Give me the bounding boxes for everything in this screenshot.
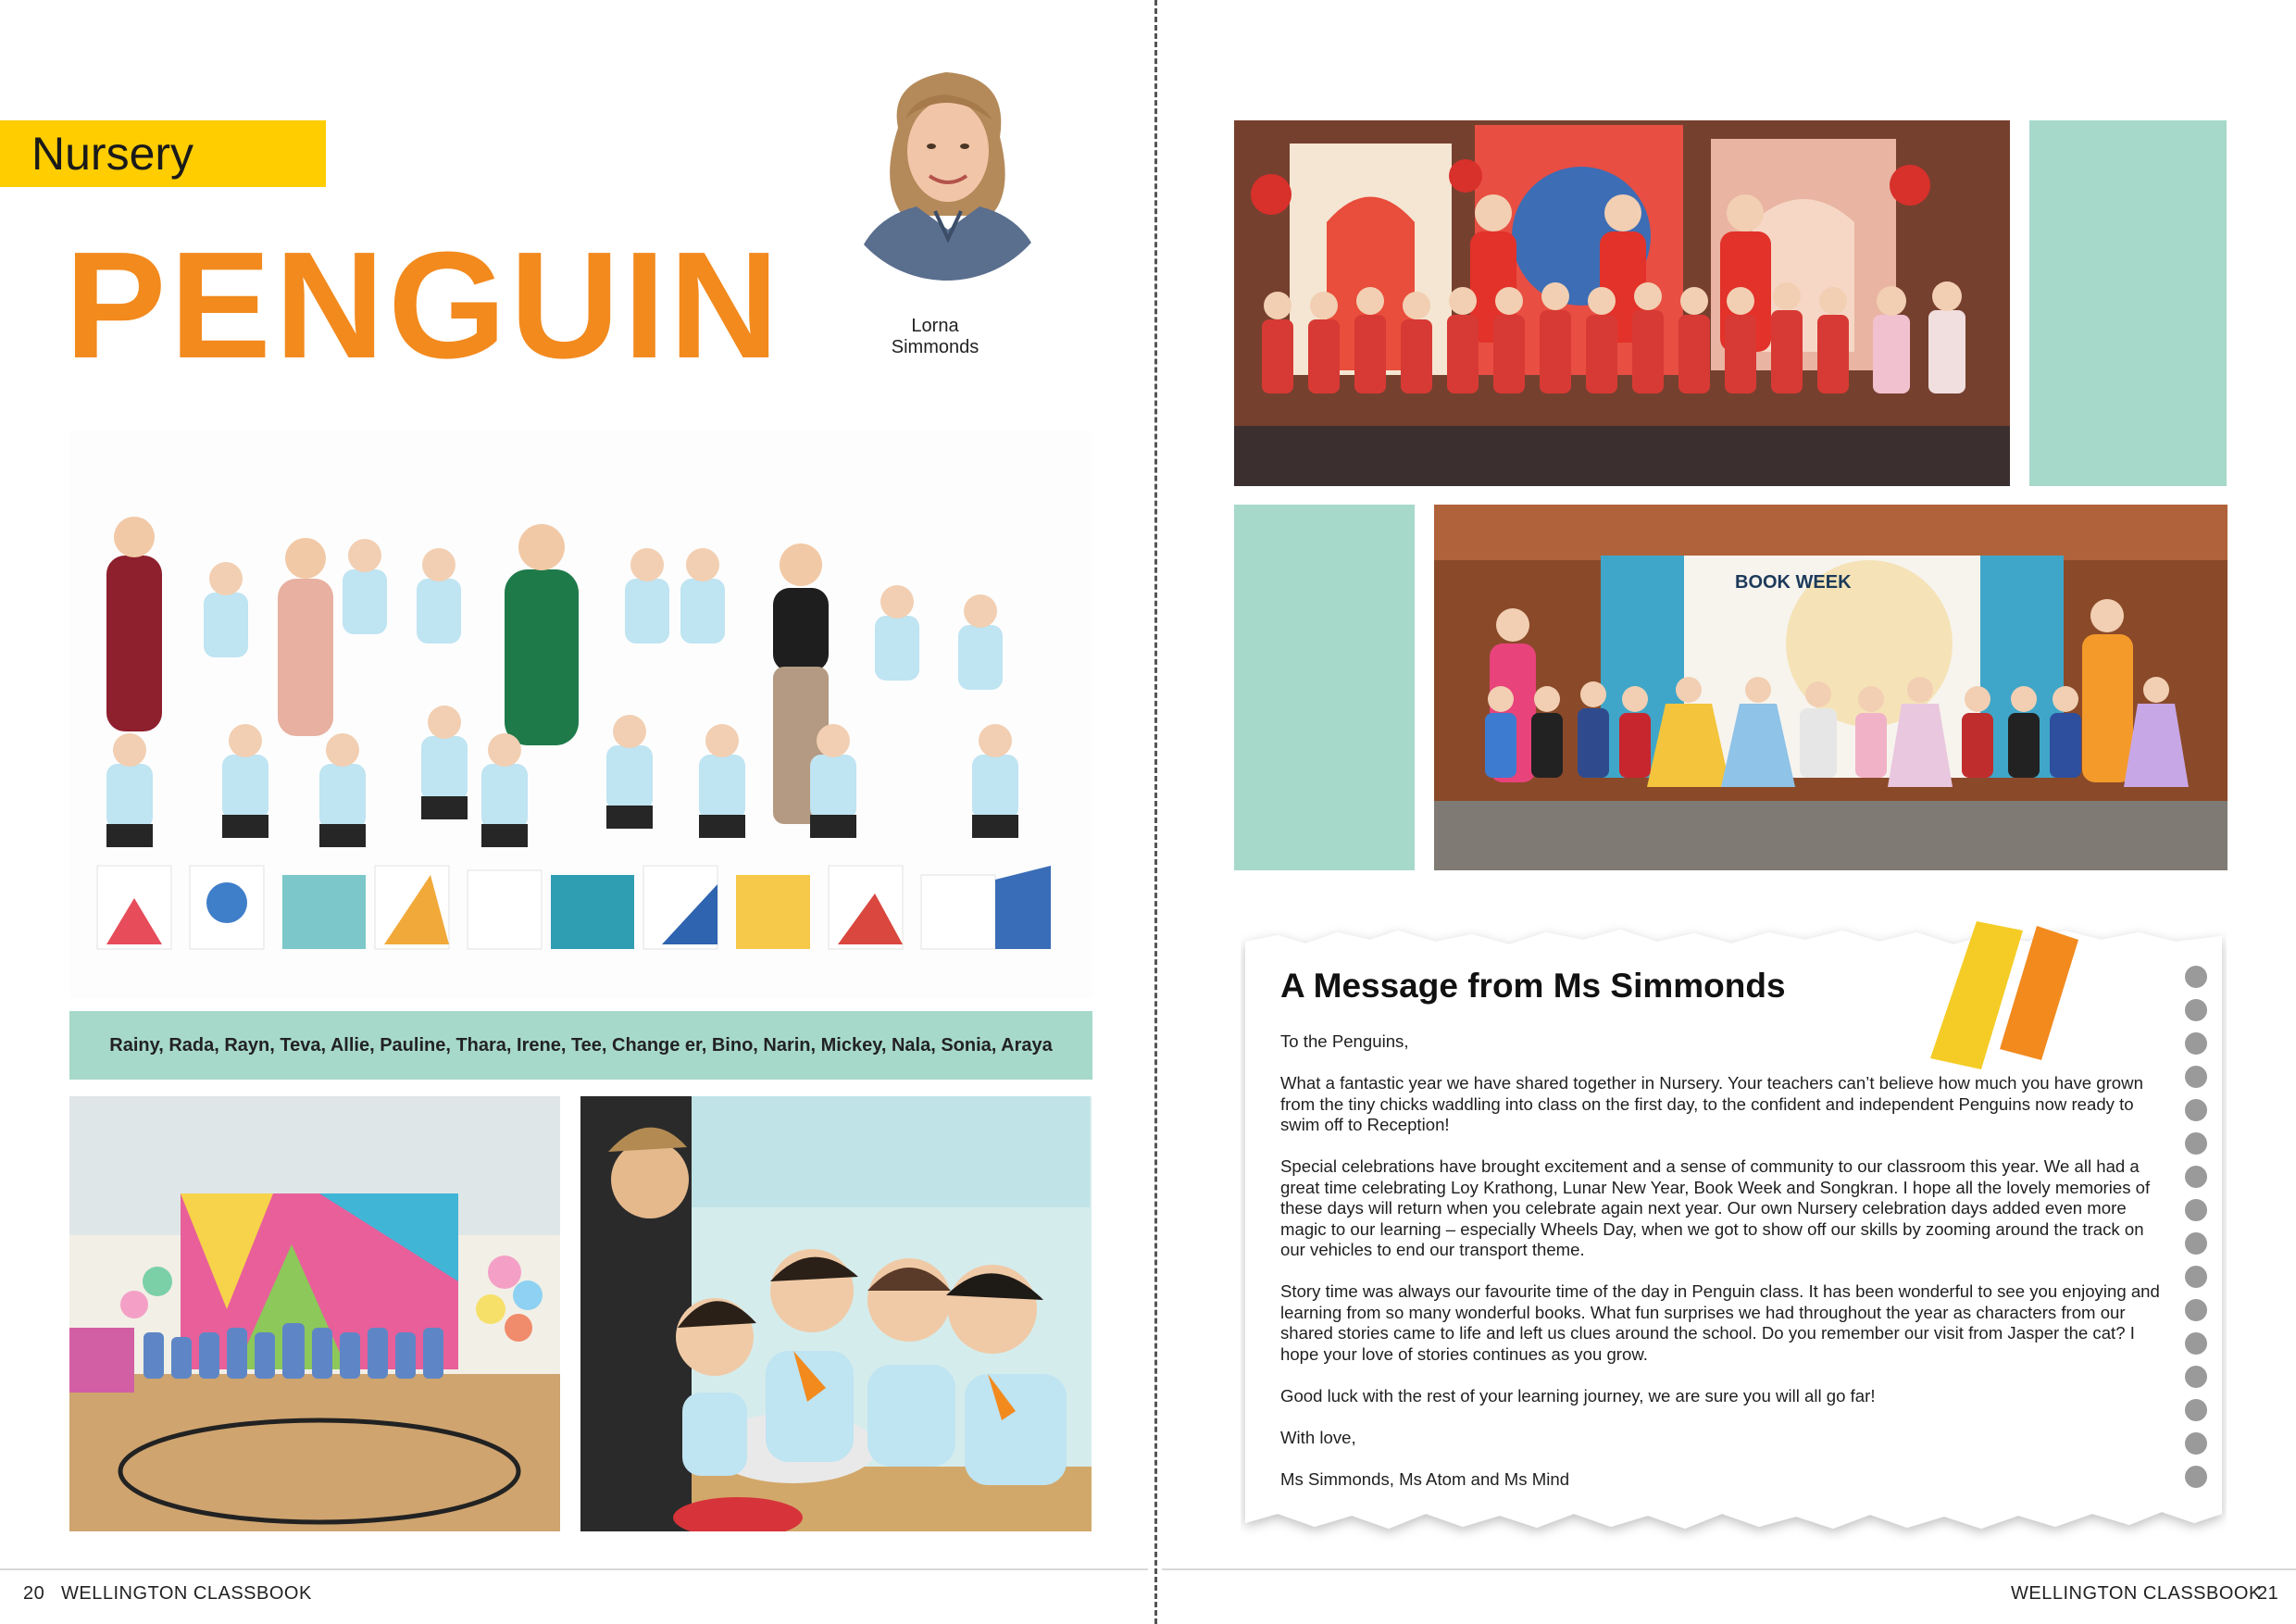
- publication-name: WELLINGTON CLASSBOOK: [61, 1583, 312, 1604]
- page-spine: [1154, 0, 1157, 1624]
- message-paragraph: Good luck with the rest of your learning journey, we are sure you will all go far!: [1280, 1385, 1876, 1405]
- teal-block: [1234, 505, 1415, 870]
- student-names: Rainy, Rada, Rayn, Teva, Allie, Pauline, Thara, Irene, Tee, Change er, Bino, Narin, Mickey, Nala, Sonia, Araya: [109, 1035, 1053, 1056]
- message-paragraph: Story time was always our favourite time of the day in Penguin class. It has been wonderful to see you enjoying and learning from so many wonderful books. What fun surprises we had throughout the year as characters from our shared stories came to life and left us clues around the school. Do you remember our visit from Jasper the cat? I hope your love of stories continues as you grow.: [1280, 1281, 2160, 1364]
- book-week-photo: [1434, 505, 2227, 870]
- publication-name: WELLINGTON CLASSBOOK: [2011, 1583, 2262, 1604]
- message-paragraph: To the Penguins,: [1280, 1031, 1409, 1051]
- section-tag: Nursery: [31, 128, 194, 180]
- footer-rule: [0, 1568, 1148, 1570]
- message-paragraph: Special celebrations have brought excitement and a sense of community to our classroom this year. We all had a great time celebrating Loy Krathong, Lunar New Year, Book Week and Songkran. I hope all the lovely memories of these days will return when you celebrate again next year. Our own Nursery celebration days added even more magic to our learning – especially Wheels Day, when we got to show off our skills by zooming around the track on our vehicles to end our transport theme.: [1280, 1156, 2151, 1259]
- footer-rule: [1162, 1568, 2296, 1570]
- book-week-banner: BOOK WEEK: [1735, 572, 1852, 593]
- page-number: 21: [2257, 1583, 2279, 1604]
- message-title: A Message from Ms Simmonds: [1280, 967, 1786, 1005]
- message-paragraph: What a fantastic year we have shared together in Nursery. Your teachers can’t believe how much you have grown from the tiny chicks waddling into class on the first day, to the confident and independent Penguins now ready to swim off to Reception!: [1280, 1073, 2143, 1134]
- teacher-portrait: [833, 54, 1060, 281]
- class-title: PENGUIN: [65, 220, 783, 390]
- message-paragraph: With love,: [1280, 1427, 1356, 1447]
- baking-activity-photo: [580, 1096, 1092, 1531]
- page-number: 20: [23, 1583, 45, 1604]
- lunar-new-year-photo: [1234, 120, 2010, 486]
- teal-block: [2029, 120, 2227, 486]
- message-body: [1280, 1031, 2169, 1490]
- costume-day-photo: [69, 1096, 560, 1531]
- message-signature: Ms Simmonds, Ms Atom and Ms Mind: [1280, 1468, 1570, 1489]
- teacher-name-caption: Lorna Simmonds: [891, 316, 980, 357]
- class-group-photo: [69, 431, 1092, 998]
